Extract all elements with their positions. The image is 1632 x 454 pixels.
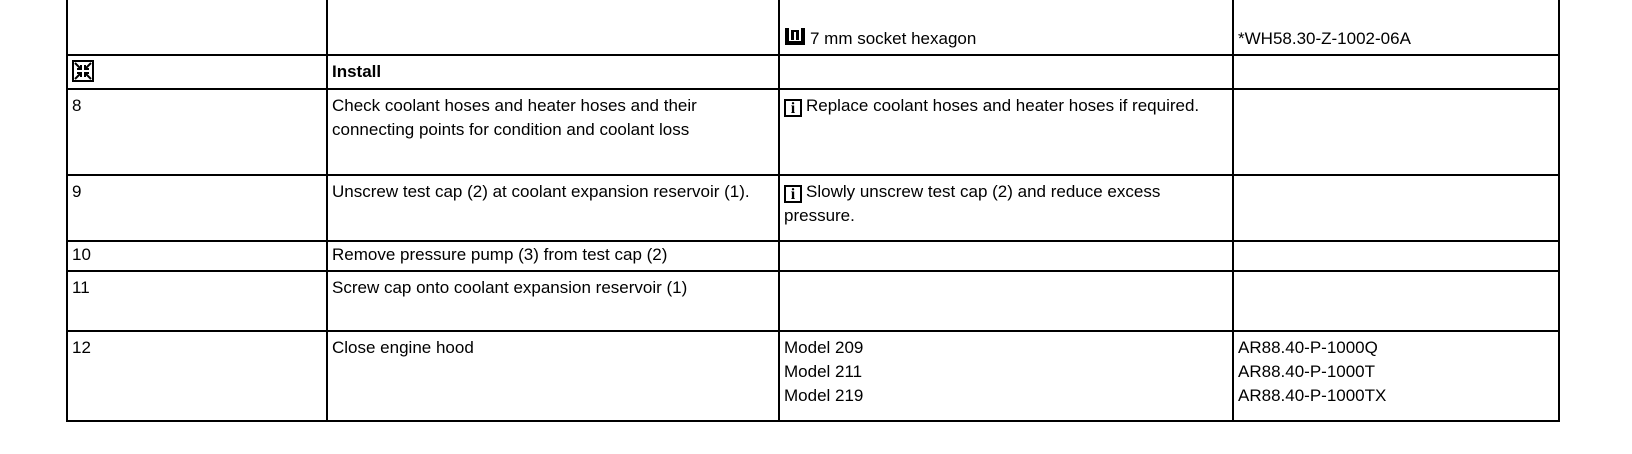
- ref-cell: [1233, 175, 1559, 241]
- table-row: [67, 331, 1559, 421]
- model-label: Model 211: [784, 362, 863, 381]
- step-cell: 11: [67, 271, 327, 331]
- note-cell: [779, 89, 1233, 175]
- step-cell: [67, 55, 327, 89]
- note-text: Replace coolant hoses and heater hoses if required.: [806, 96, 1200, 115]
- table-row: [67, 89, 1559, 175]
- action-cell: Close engine hood: [327, 331, 779, 421]
- ref-cell: [1233, 241, 1559, 271]
- ref-cell[interactable]: *WH58.30-Z-1002-06A: [1233, 0, 1559, 55]
- ref-link[interactable]: AR88.40-P-1000Q: [1238, 338, 1378, 357]
- note-cell: [779, 175, 1233, 241]
- action-cell: Remove pressure pump (3) from test cap (2): [327, 241, 779, 271]
- info-icon: i: [784, 99, 802, 117]
- model-label: Model 209: [784, 338, 864, 357]
- action-cell: Check coolant hoses and heater hoses and their connecting points for condition and coolant loss: [327, 89, 779, 175]
- ref-cell: [1233, 271, 1559, 331]
- action-cell: Screw cap onto coolant expansion reservoir (1): [327, 271, 779, 331]
- socket-tool-icon: [784, 27, 806, 47]
- install-icon: [72, 60, 94, 82]
- ref-cell: [1233, 331, 1559, 421]
- cut-off-text-fragment: [66, 444, 466, 454]
- note-cell: [779, 241, 1233, 271]
- table-row: [67, 0, 1559, 55]
- procedure-table: [66, 0, 1560, 422]
- note-cell: [779, 271, 1233, 331]
- note-text: 7 mm socket hexagon: [810, 29, 977, 48]
- ref-cell: [1233, 55, 1559, 89]
- ref-cell: [1233, 89, 1559, 175]
- table-row: [67, 241, 1559, 271]
- action-cell: Install: [327, 55, 779, 89]
- table-row: [67, 175, 1559, 241]
- note-cell: [779, 55, 1233, 89]
- action-cell: Unscrew test cap (2) at coolant expansion reservoir (1).: [327, 175, 779, 241]
- info-icon: i: [784, 185, 802, 203]
- ref-link[interactable]: AR88.40-P-1000T: [1238, 362, 1376, 381]
- step-cell: 10: [67, 241, 327, 271]
- model-label: Model 219: [784, 386, 864, 405]
- step-cell: 12: [67, 331, 327, 421]
- note-text: Slowly unscrew test cap (2) and reduce excess pressure.: [784, 182, 1161, 225]
- action-cell: [327, 0, 779, 55]
- note-cell: [779, 0, 1233, 55]
- step-cell: 9: [67, 175, 327, 241]
- step-cell: [67, 0, 327, 55]
- table-row: [67, 55, 1559, 89]
- note-cell: [779, 331, 1233, 421]
- ref-link[interactable]: AR88.40-P-1000TX: [1238, 386, 1387, 405]
- step-cell: 8: [67, 89, 327, 175]
- table-row: [67, 271, 1559, 331]
